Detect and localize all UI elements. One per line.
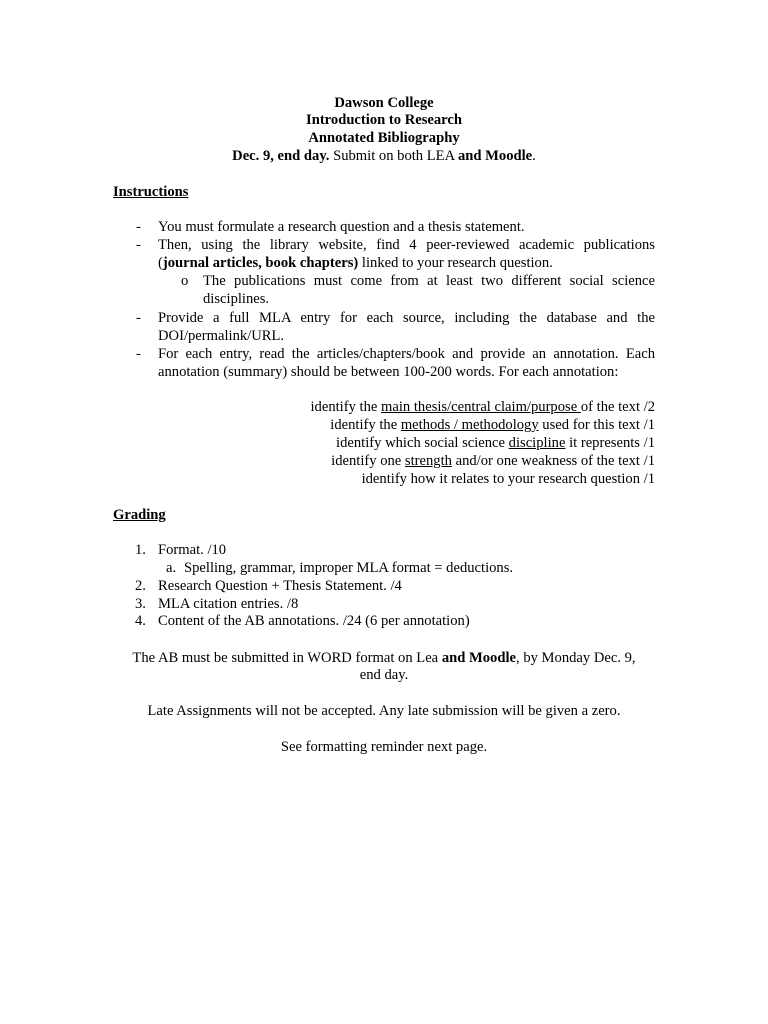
criterion-4-pre: identify one [331,453,405,469]
due-date: Dec. 9, end day. [232,148,330,164]
instruction-item-4: For each entry, read the articles/chapters/book and provide an annotation. Each annotation (summary) should be between 100-200 words. For each annotation: [158,346,655,380]
criterion-5-text: identify how it relates to your research question /1 [361,471,655,487]
grading-heading: Grading [113,507,166,523]
due-platform: and Moodle [457,148,533,164]
item2-bold: journal articles, book chapters) [162,255,359,271]
criterion-2 [330,416,655,434]
criterion-3 [336,434,655,452]
college-name: Dawson College [334,95,434,111]
criterion-3-pre: identify which social science [336,435,509,451]
criterion-1-underlined: main thesis/central claim/purpose [381,399,581,415]
grading-number: 1. [135,542,146,558]
grading-number: 2. [135,578,146,594]
instruction-item-3: Provide a full MLA entry for each source, including the database and the DOI/permalink/URL. [158,310,655,344]
due-end: . [532,148,536,164]
grading-number: 4. [135,613,146,629]
submit-bold: and Moodle [441,650,517,666]
criterion-2-pre: identify the [330,417,401,433]
item2-text-a: Then, using the library website, find 4 peer-reviewed academic publications ( [158,237,655,271]
criterion-4 [331,452,655,470]
due-line [0,147,768,165]
submit-text-a: The AB must be submitted in WORD format on Lea [132,650,442,666]
bullet-marker: - [136,219,141,235]
criterion-4-post: and/or one weakness of the text /1 [451,453,655,469]
grading-item-2: Research Question + Thesis Statement. /4 [158,578,402,594]
criterion-3-post: it represents /1 [565,435,655,451]
criterion-2-underlined: methods / methodology [400,417,539,433]
bullet-marker: - [136,237,141,253]
instruction-sub-item: The publications must come from at least two different social science disciplines. [203,273,655,307]
criterion-1-pre: identify the [310,399,382,415]
sub-bullet-marker: o [181,273,189,289]
criterion-1 [311,398,656,416]
criterion-2-post: used for this text /1 [538,417,655,433]
formatting-reminder: See formatting reminder next page. [280,739,488,755]
late-policy: Late Assignments will not be accepted. Any late submission will be given a zero. [147,703,621,719]
grading-item-1: Format. /10 [158,542,227,558]
bullet-marker: - [136,346,141,362]
due-mid: Submit on both LEA [329,148,458,164]
criterion-1-post: of the text /2 [580,399,655,415]
grading-sub-number: a. [166,560,177,576]
bullet-marker: - [136,310,141,326]
submission-line-1 [0,649,768,667]
grading-sub-item: Spelling, grammar, improper MLA format = deductions. [184,560,514,576]
grading-item-4: Content of the AB annotations. /24 (6 per annotation) [158,613,470,629]
instructions-heading: Instructions [113,184,189,200]
course-title: Introduction to Research [306,112,462,128]
grading-number: 3. [135,596,146,612]
grading-item-3: MLA citation entries. /8 [158,596,299,612]
submit-text-b: , by Monday Dec. 9, [516,650,636,666]
submission-line-2: end day. [359,667,409,683]
assignment-title: Annotated Bibliography [308,130,460,146]
criterion-3-underlined: discipline [508,435,566,451]
instruction-item-1: You must formulate a research question and a thesis statement. [158,219,525,235]
instruction-item-2 [158,236,655,272]
item2-text-b: linked to your research question. [358,255,553,271]
criterion-5 [362,470,655,488]
criterion-4-underlined: strength [404,453,452,469]
